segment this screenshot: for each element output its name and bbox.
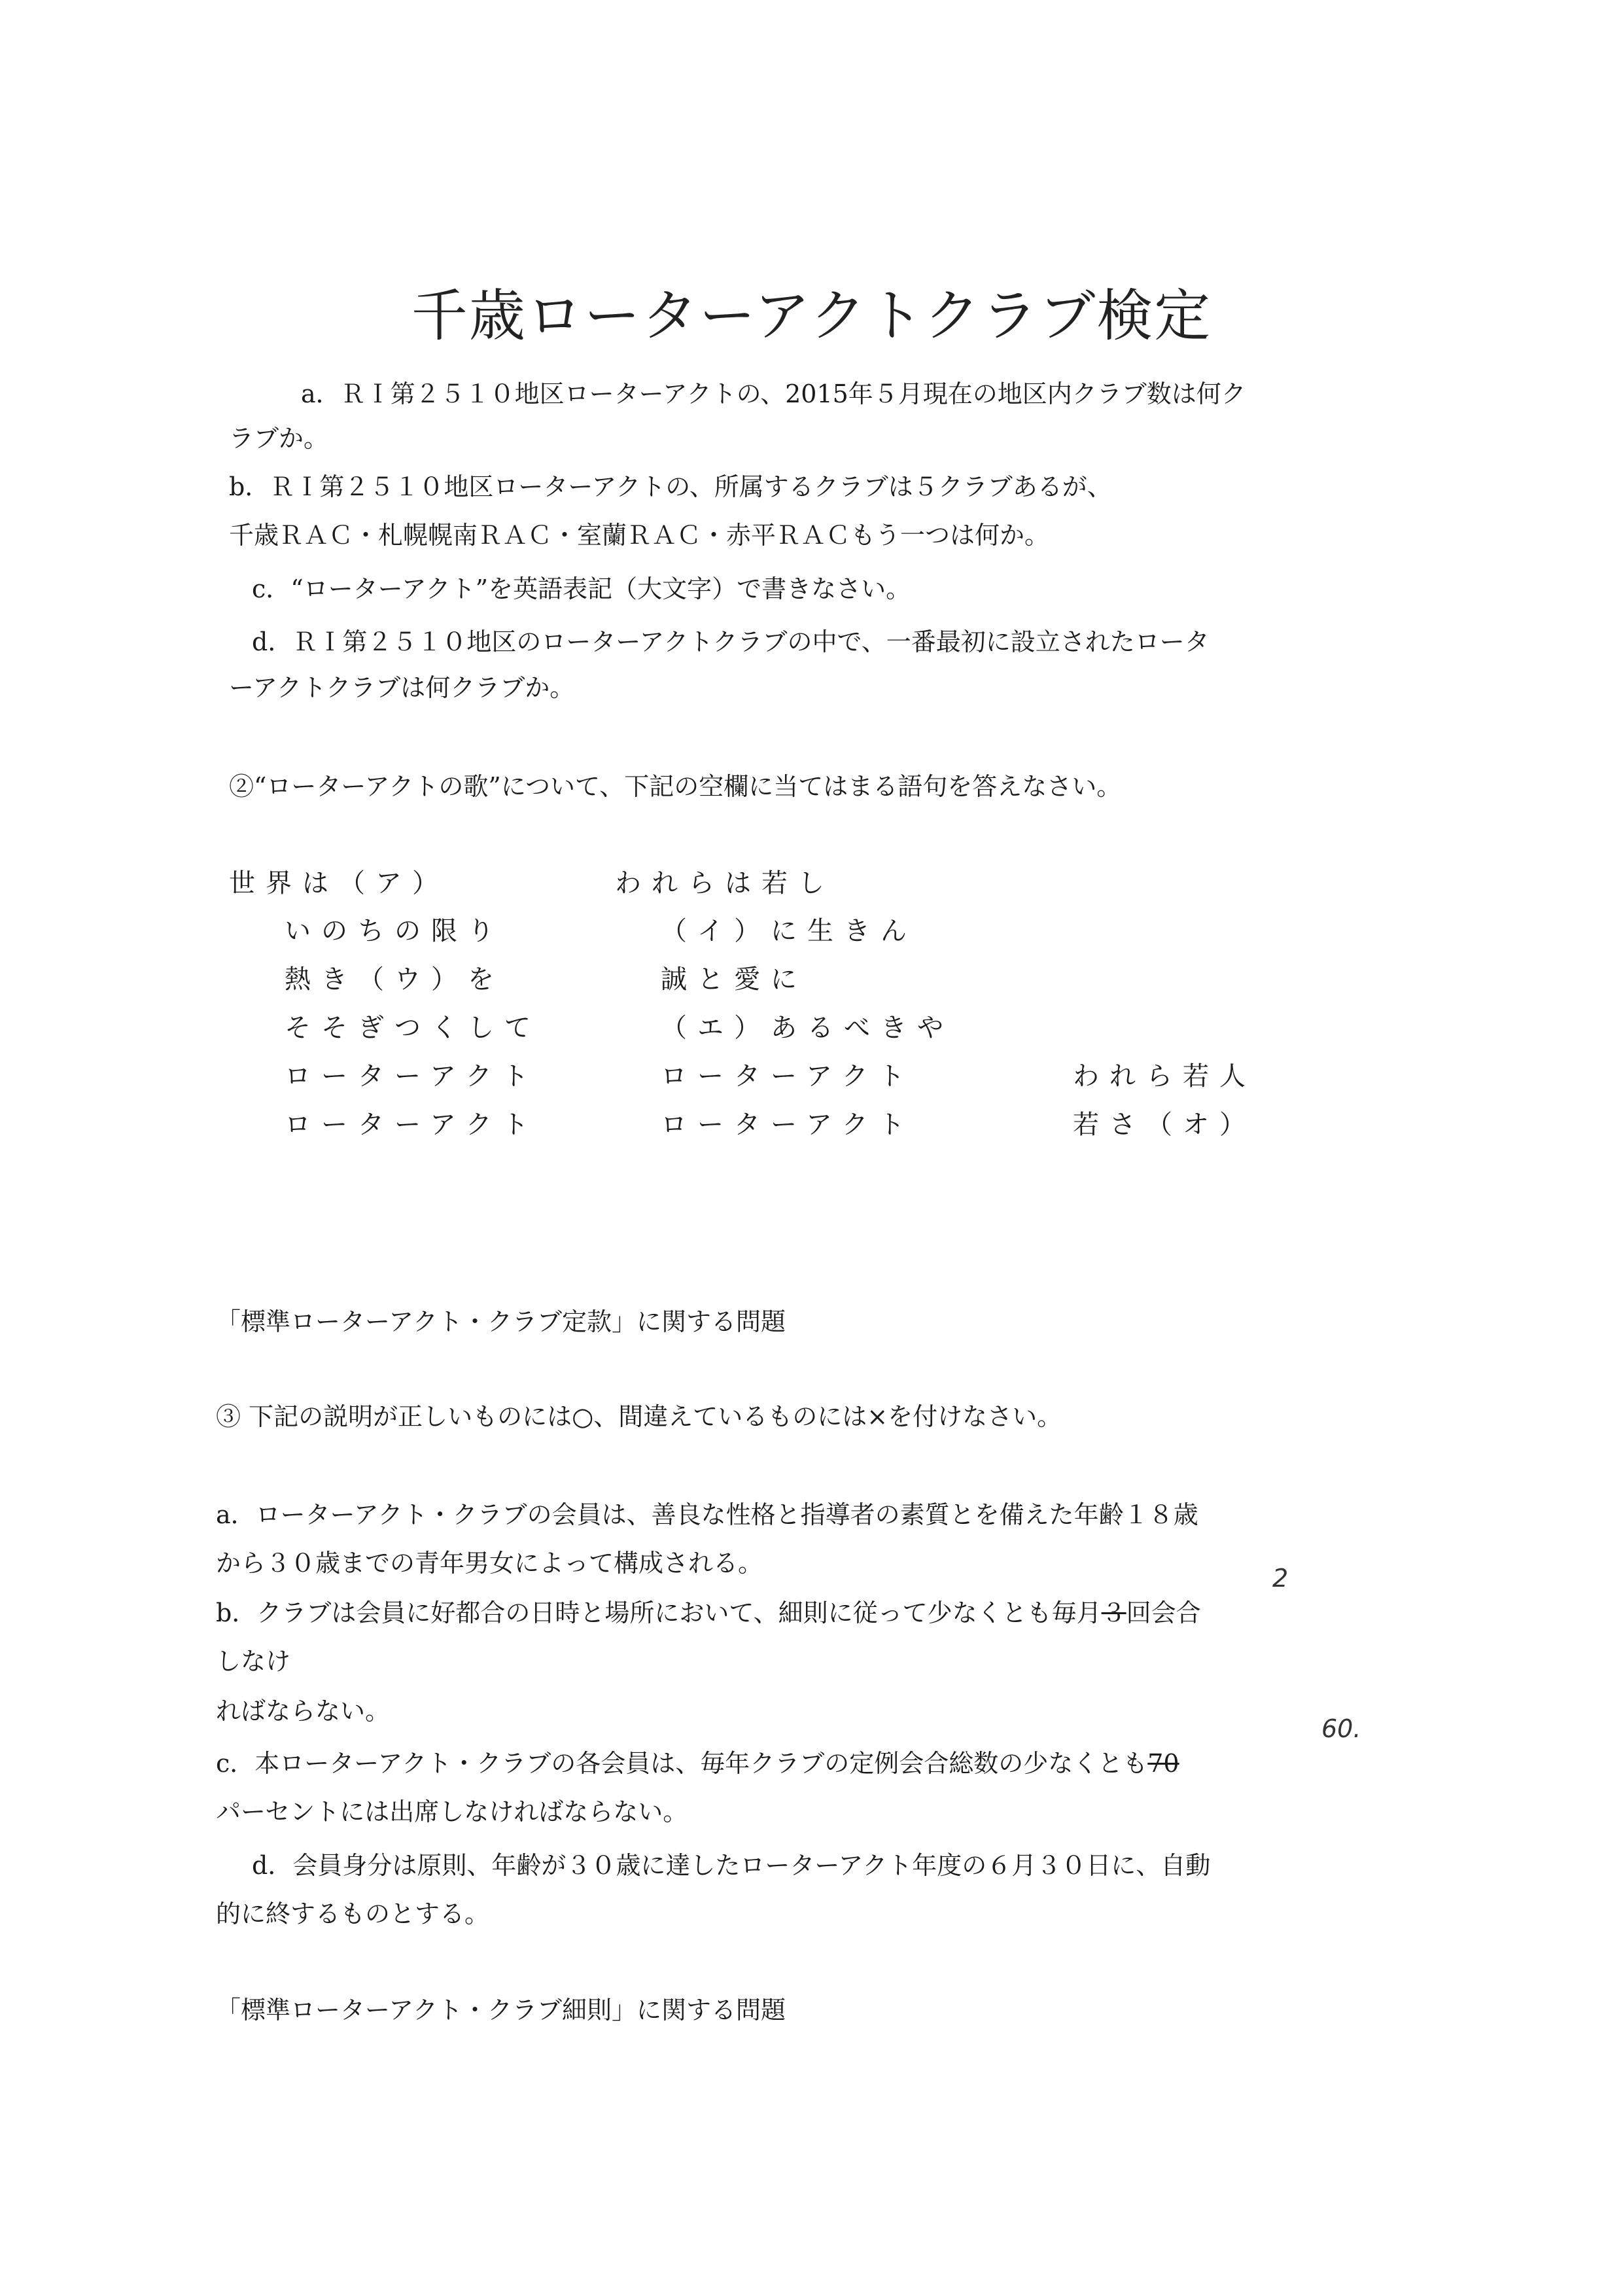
lyric-4-col2: （エ）あるべきや	[661, 1013, 954, 1043]
rule-d-line2: 的に終するものとする。	[216, 1899, 490, 1928]
rule-b-text-post: 回会合	[1126, 1598, 1201, 1627]
question-a-line2: ラブか。	[229, 424, 329, 453]
question-d-line1: d．ＲＩ第２５１０地区のローターアクトクラブの中で、一番最初に設立されたロータ	[252, 627, 1210, 656]
handwritten-correction-60: 60.	[1321, 1714, 1361, 1743]
lyric-6-col3: 若さ（オ）	[1073, 1110, 1256, 1140]
rule-c-text-pre: c．本ローターアクト・クラブの各会員は、毎年クラブの定例会合総数の少なくとも	[216, 1749, 1148, 1778]
lyric-4-col1: そそぎつくして	[285, 1013, 541, 1043]
rule-d-line1: d．会員身分は原則、年齢が３０歳に達したローターアクト年度の６月３０日に、自動	[252, 1851, 1211, 1880]
question-d-line2: ーアクトクラブは何クラブか。	[229, 673, 575, 702]
lyric-2-col2: （イ）に生きん	[661, 916, 917, 946]
question-b-line2: 千歳ＲＡＣ・札幌幌南ＲＡＣ・室蘭ＲＡＣ・赤平ＲＡＣもう一つは何か。	[229, 521, 1050, 550]
question-b-line1: b．ＲＩ第２５１０地区ローターアクトの、所属するクラブは５クラブあるが、	[229, 472, 1112, 501]
rule-b-line3: ればならない。	[216, 1697, 391, 1725]
lyric-3-col1: 熱き（ウ）を	[285, 964, 504, 995]
section3-question: ③ 下記の説明が正しいものには○、間違えているものには×を付けなさい。	[216, 1402, 1062, 1431]
lyric-1-col1: 世界は（ア）	[229, 868, 449, 898]
rule-a-line1: a．ローターアクト・クラブの会員は、善良な性格と指導者の素質とを備えた年齢１８歳	[216, 1500, 1198, 1529]
lyric-1-col2: われらは若し	[615, 868, 835, 898]
rule-b-text-pre: b．クラブは会員に好都合の日時と場所において、細則に従って少なくとも毎月	[216, 1598, 1102, 1627]
handwritten-correction-2: 2	[1272, 1564, 1289, 1593]
section3-heading: 「標準ローターアクト・クラブ定款」に関する問題	[216, 1307, 786, 1336]
question-a-line1: a．ＲＩ第２５１０地区ローターアクトの、2015年５月現在の地区内クラブ数は何ク	[301, 380, 1246, 408]
rule-c-struck-value: 70	[1147, 1749, 1179, 1778]
section4-heading: 「標準ローターアクト・クラブ細則」に関する問題	[216, 1996, 786, 2024]
rule-b-struck-value: ３	[1101, 1598, 1126, 1627]
lyric-5-col3: われら若人	[1073, 1061, 1256, 1091]
lyric-2-col1: いのちの限り	[285, 916, 504, 946]
rule-b-line2: しなけ	[216, 1647, 291, 1676]
lyric-5-col2: ローターアクト	[661, 1061, 915, 1091]
song-question: ②“ローターアクトの歌”について、下記の空欄に当てはまる語句を答えなさい。	[229, 772, 1122, 801]
rule-a-line2: から３０歳までの青年男女によって構成される。	[216, 1549, 763, 1578]
lyric-3-col2: 誠と愛に	[661, 964, 807, 995]
page-title: 千歳ローターアクトクラブ検定	[411, 283, 1212, 349]
rule-c-line2: パーセントには出席しなければならない。	[216, 1797, 688, 1826]
lyric-6-col2: ローターアクト	[661, 1110, 915, 1140]
lyric-6-col1: ローターアクト	[285, 1110, 539, 1140]
rule-c-line1	[216, 1747, 1179, 1780]
question-c: c．“ローターアクト”を英語表記（大文字）で書きなさい。	[252, 574, 911, 603]
lyric-5-col1: ローターアクト	[285, 1061, 539, 1091]
rule-b-line1	[216, 1597, 1201, 1629]
